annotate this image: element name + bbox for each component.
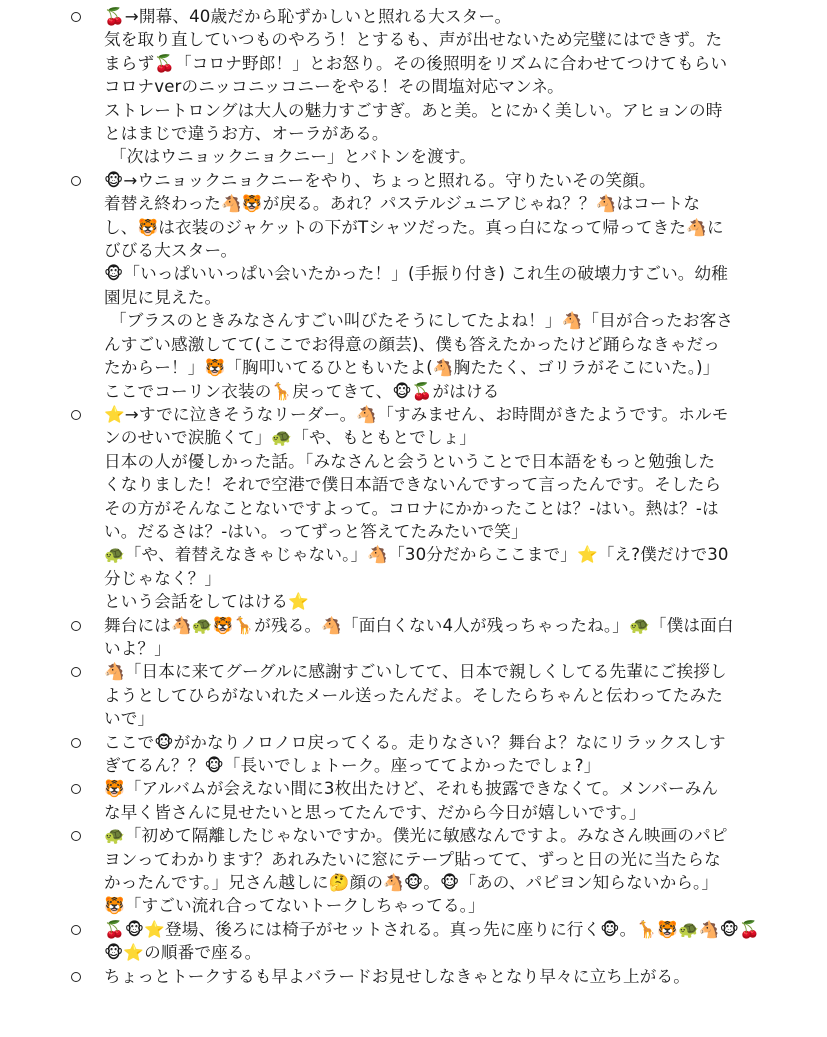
bullet-list (0, 5, 827, 988)
text-line: 🐵⭐の順番で座る。 (104, 943, 262, 963)
list-item (0, 614, 827, 661)
hollow-circle-bullet-icon (71, 925, 81, 935)
list-item (0, 731, 827, 778)
text-line: 「次はウニョックニョクニー」とバトンを渡す。 (110, 147, 477, 167)
hollow-circle-bullet-icon (71, 972, 81, 982)
list-item (0, 965, 827, 988)
text-line: ⭐→すでに泣きそうなリーダー。🐴「すみません、お時間がきたようです。ホルモ (104, 404, 729, 424)
list-item (0, 777, 827, 824)
text-line: いよ？」 (104, 638, 171, 658)
text-line: ここでコーリン衣装の🦒戻ってきて、🐵🍒がはける (104, 381, 500, 401)
text-line: 日本の人が優しかった話。「みなさんと会うということで日本語をもっと勉強した (104, 451, 716, 471)
text-line: し、🐯は衣装のジャケットの下がTシャツだった。真っ白になって帰ってきた🐴に (104, 217, 724, 237)
text-line: ようとしてひらがないれたメール送ったんだよ。そしたらちゃんと伝わってたみた (104, 685, 724, 705)
text-line: ストレートロングは大人の魅力すごすぎ。あと美。とにかく美しい。アヒョンの時 (104, 100, 723, 120)
text-line: くなりました！それで空港で僕日本語できないんですって言ったんです。そしたら (104, 475, 722, 495)
text-line: 🍒🐵⭐登場、後ろには椅子がセットされる。真っ先に座りに行く🐵。🦒🐯🐢🐴🐵🍒 (104, 919, 760, 939)
hollow-circle-bullet-icon (71, 176, 81, 186)
text-line: いで」 (104, 709, 155, 729)
text-line: い。だるさは？-はい。ってずっと答えてたみたいで笑」 (104, 521, 528, 541)
list-item (0, 660, 827, 730)
text-line: んすごい感激してて(ここでお得意の顔芸)、僕も答えたかったけど踊らなきゃだっ (104, 334, 721, 354)
text-line: とはまじで違うお方、オーラがある。 (104, 124, 389, 144)
text-line: その方がそんなことないですよって。コロナにかかったことは？-はい。熱は？-は (104, 498, 719, 518)
list-item (0, 918, 827, 965)
hollow-circle-bullet-icon (71, 410, 81, 420)
list-item (0, 824, 827, 918)
text-line: 舞台には🐴🐢🐯🦒が残る。🐴「面白くない4人が残っちゃったね。」🐢「僕は面白 (104, 615, 734, 635)
text-line: 🐯「アルバムが会えない間に3枚出たけど、それも披露できなくて。メンバーみん (104, 779, 719, 799)
text-line: 🐯「すごい流れ合ってないトークしちゃってる。」 (104, 896, 485, 916)
text-line: という会話をしてはける⭐ (104, 592, 309, 612)
text-line: 🐢「や、着替えなきゃじゃない。」🐴「30分だからここまで」⭐「え?僕だけで30 (104, 545, 729, 565)
text-line: 着替え終わった🐴🐯が戻る。あれ？パステルジュニアじゃね？？🐴はコートな (104, 194, 701, 214)
text-line: 🐵「いっぱいいっぱい会いたかった！」(手振り付き) これ生の破壊力すごい。幼稚 (104, 264, 729, 284)
list-item (0, 5, 827, 169)
text-line: な早く皆さんに見せたいと思ってたんです、だから今日が嬉しいです。」 (104, 802, 646, 822)
text-line: 「ブラスのときみなさんすごい叫びたそうにしてたよね！」🐴「目が合ったお客さ (110, 311, 734, 331)
hollow-circle-bullet-icon (71, 784, 81, 794)
text-line: 分じゃなく？」 (104, 568, 222, 588)
hollow-circle-bullet-icon (71, 667, 81, 677)
text-line: ヨンってわかります？あれみたいに窓にテープ貼ってて、ずっと日の光に当たらな (104, 849, 721, 869)
hollow-circle-bullet-icon (71, 12, 81, 22)
text-line: コロナverのニッコニッコニーをやる！その間塩対応マンネ。 (104, 77, 564, 97)
text-line: ンのせいで涙脆くて」🐢「や、もともとでしょ」 (104, 428, 477, 448)
text-line: 🐢「初めて隔離したじゃないですか。僕光に敏感なんですよ。みなさん映画のパピ (104, 826, 728, 846)
text-line: かったんです。」兄さん越しに🤔顔の🐴🐵。🐵「あの、パピヨン知らないから。」 (104, 873, 719, 893)
text-line: びびる大スター。 (104, 241, 238, 261)
text-line: 気を取り直していつものやろう！とするも、声が出せないため完璧にはできず。た (104, 30, 723, 50)
list-item (0, 403, 827, 614)
text-line: ぎてるん？？🐵「長いでしょトーク。座っててよかったでしょ?」 (104, 756, 601, 775)
hollow-circle-bullet-icon (71, 621, 81, 631)
text-line: たからー！」🐯「胸叩いてるひともいたよ(🐴胸たたく、ゴリラがそこにいた。)」 (104, 358, 720, 378)
hollow-circle-bullet-icon (71, 831, 81, 841)
text-line: 🍒→開幕、40歳だから恥ずかしいと照れる大スター。 (104, 7, 512, 26)
text-line: 🐴「日本に来てグーグルに感謝すごいしてて、日本で親しくしてる先輩にご挨拶し (104, 662, 727, 682)
list-item (0, 169, 827, 403)
text-line: 園児に見えた。 (104, 287, 222, 307)
text-line: 🐵→ウニョックニョクニーをやり、ちょっと照れる。守りたいその笑顔。 (104, 170, 656, 190)
text-line: まらず🍒「コロナ野郎！」とお怒り。その後照明をリズムに合わせてつけてもらい (104, 53, 728, 73)
text-line: ちょっとトークするも早よバラードお見せしなきゃとなり早々に立ち上がる。 (104, 966, 691, 986)
hollow-circle-bullet-icon (71, 738, 81, 748)
text-line: ここで🐵がかなりノロノロ戻ってくる。走りなさい？舞台よ？なにリラックスしす (104, 732, 726, 752)
